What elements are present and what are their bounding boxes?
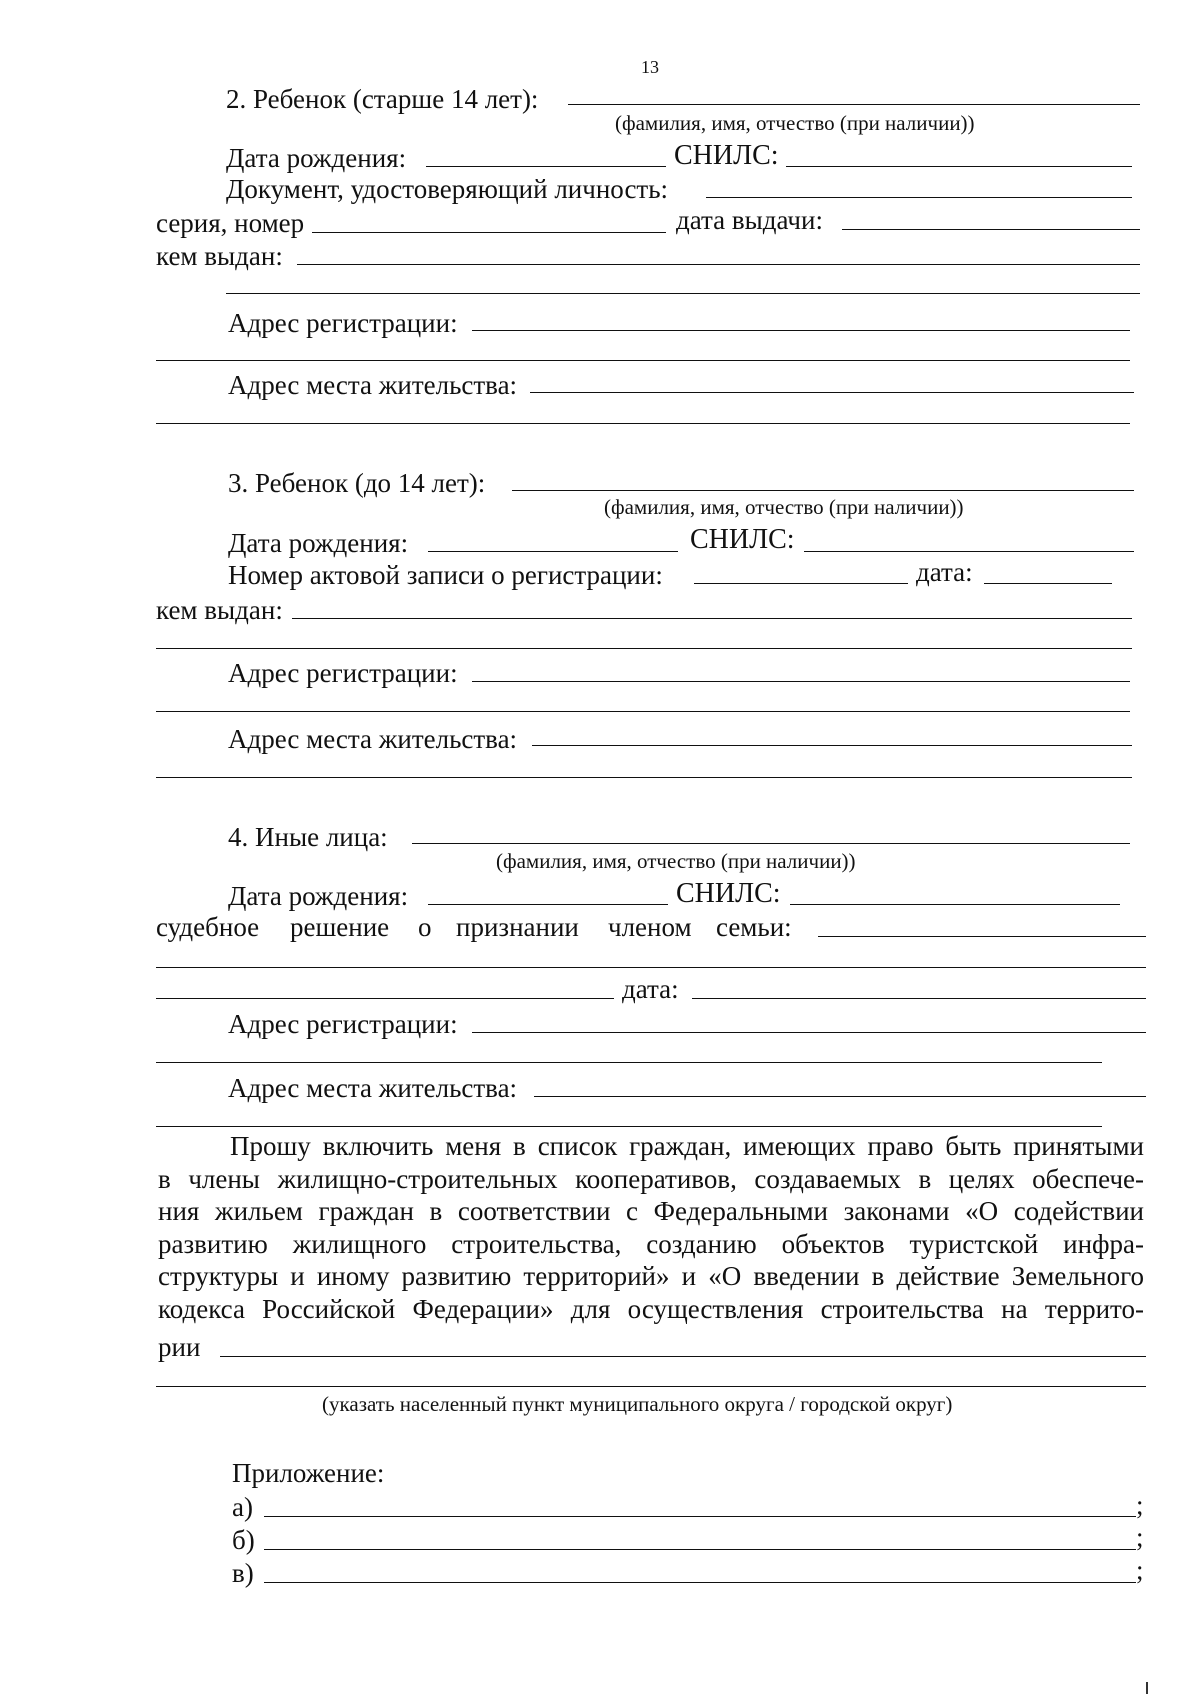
attachments-title: Приложение:	[232, 1458, 385, 1488]
section4-reg-address-label: Адрес регистрации:	[228, 1009, 458, 1039]
section4-snils-line[interactable]	[790, 904, 1120, 905]
section4-residence-address-line[interactable]	[534, 1096, 1146, 1097]
attachment-line-b[interactable]	[264, 1549, 1136, 1550]
section3-date-label: дата:	[916, 557, 973, 587]
request-last-word: рии	[158, 1332, 201, 1362]
section2-issue-date-line[interactable]	[842, 229, 1140, 230]
section3-date-line[interactable]	[984, 583, 1112, 584]
section4-reg-address-line-2[interactable]	[156, 1062, 1102, 1063]
request-line-6: кодекса Российской Федерации» для осуществления строительства на террито-	[158, 1293, 1144, 1324]
section2-issued-by-line-2[interactable]	[226, 293, 1140, 294]
section4-court-decision-line-3[interactable]	[156, 998, 614, 999]
section2-reg-address-label: Адрес регистрации:	[228, 308, 458, 338]
attachment-end-c: ;	[1136, 1555, 1144, 1585]
section3-issued-by-label: кем выдан:	[156, 595, 283, 625]
section4-reg-address-line[interactable]	[472, 1032, 1146, 1033]
section4-title: 4. Иные лица:	[228, 822, 388, 852]
section2-title: 2. Ребенок (старше 14 лет):	[226, 84, 539, 114]
section2-id-doc-line[interactable]	[706, 197, 1132, 198]
section4-birth-date-line[interactable]	[428, 904, 668, 905]
section2-series-number-label: серия, номер	[156, 208, 305, 238]
attachment-line-a[interactable]	[264, 1516, 1136, 1517]
section4-court-decision-w5: семьи:	[716, 912, 792, 942]
section2-reg-address-line[interactable]	[472, 330, 1130, 331]
section2-series-number-line[interactable]	[312, 232, 666, 233]
request-locality-line[interactable]	[220, 1356, 1146, 1357]
section2-id-doc-label: Документ, удостоверяющий личность:	[226, 174, 669, 204]
section2-snils-label: СНИЛС:	[674, 140, 779, 171]
section3-reg-address-label: Адрес регистрации:	[228, 658, 458, 688]
section3-record-number-label: Номер актовой записи о регистрации:	[228, 560, 663, 590]
section2-residence-address-label: Адрес места жительства:	[228, 370, 518, 400]
section2-residence-address-line[interactable]	[530, 392, 1134, 393]
section3-residence-address-line-2[interactable]	[156, 777, 1132, 778]
request-line-4: развитию жилищного строительства, созданию объектов туристской инфра-	[158, 1228, 1144, 1259]
request-line-3: ния жильем граждан в соответствии с Федеральными законами «О содействии	[158, 1196, 1144, 1226]
section3-reg-address-line-2[interactable]	[156, 711, 1130, 712]
section4-residence-address-line-2[interactable]	[156, 1126, 1102, 1127]
section2-snils-line[interactable]	[786, 166, 1132, 167]
request-line-2: в члены жилищно-строительных кооперативов, создаваемых в целях обеспече-	[158, 1163, 1144, 1194]
section4-snils-label: СНИЛС:	[676, 878, 781, 909]
section3-fio-hint: (фамилия, имя, отчество (при наличии))	[604, 495, 964, 519]
section3-residence-address-line[interactable]	[532, 745, 1132, 746]
section4-court-decision-w3: признании	[456, 912, 579, 942]
attachment-label-a: а)	[232, 1492, 253, 1522]
section4-fio-hint: (фамилия, имя, отчество (при наличии))	[496, 849, 856, 873]
section3-snils-line[interactable]	[804, 551, 1134, 552]
request-line-5: структуры и иному развитию территорий» и «О введении в действие Земельного	[158, 1261, 1144, 1291]
section4-court-decision-w1: решение	[290, 912, 390, 942]
section3-snils-label: СНИЛС:	[690, 524, 795, 555]
page-number: 13	[641, 57, 659, 77]
section4-date-line[interactable]	[692, 998, 1146, 999]
section4-court-decision-line-2[interactable]	[156, 967, 1146, 968]
section3-birth-date-label: Дата рождения:	[228, 528, 409, 558]
section4-date-label: дата:	[622, 974, 679, 1004]
section2-birth-date-line[interactable]	[426, 166, 666, 167]
section4-fio-line[interactable]	[412, 843, 1130, 844]
request-locality-line-2[interactable]	[156, 1386, 1146, 1387]
section3-issued-by-line[interactable]	[292, 618, 1132, 619]
section2-issued-by-label: кем выдан:	[156, 241, 283, 271]
attachment-label-b: б)	[232, 1525, 255, 1555]
section3-birth-date-line[interactable]	[428, 551, 678, 552]
section3-record-number-line[interactable]	[694, 583, 908, 584]
section2-birth-date-label: Дата рождения:	[226, 143, 407, 173]
section3-title: 3. Ребенок (до 14 лет):	[228, 468, 486, 498]
attachment-line-c[interactable]	[264, 1582, 1136, 1583]
section2-reg-address-line-2[interactable]	[156, 360, 1130, 361]
section2-fio-hint: (фамилия, имя, отчество (при наличии))	[615, 111, 975, 135]
section3-residence-address-label: Адрес места жительства:	[228, 724, 518, 754]
section2-residence-address-line-2[interactable]	[156, 423, 1130, 424]
attachment-end-a: ;	[1136, 1490, 1144, 1520]
section4-court-decision-line[interactable]	[818, 936, 1146, 937]
request-paragraph	[158, 1130, 1144, 1325]
attachment-label-c: в)	[232, 1558, 254, 1588]
attachment-end-b: ;	[1136, 1522, 1144, 1552]
section4-court-decision-w4: членом	[608, 912, 692, 942]
scan-mark	[1146, 1682, 1148, 1694]
request-locality-hint: (указать населенный пункт муниципального округа / городской округ)	[322, 1392, 953, 1416]
request-line-1: Прошу включить меня в список граждан, имеющих право быть принятыми	[230, 1131, 1144, 1161]
section3-issued-by-line-2[interactable]	[156, 648, 1132, 649]
section3-reg-address-line[interactable]	[472, 681, 1130, 682]
section4-court-decision-w0: судебное	[156, 912, 260, 942]
section2-issued-by-line[interactable]	[297, 264, 1140, 265]
section2-fio-line[interactable]	[568, 104, 1140, 105]
section2-issue-date-label: дата выдачи:	[676, 205, 823, 235]
section3-fio-line[interactable]	[512, 490, 1134, 491]
section4-court-decision-w2: о	[418, 912, 432, 942]
section4-residence-address-label: Адрес места жительства:	[228, 1073, 518, 1103]
section4-birth-date-label: Дата рождения:	[228, 881, 409, 911]
